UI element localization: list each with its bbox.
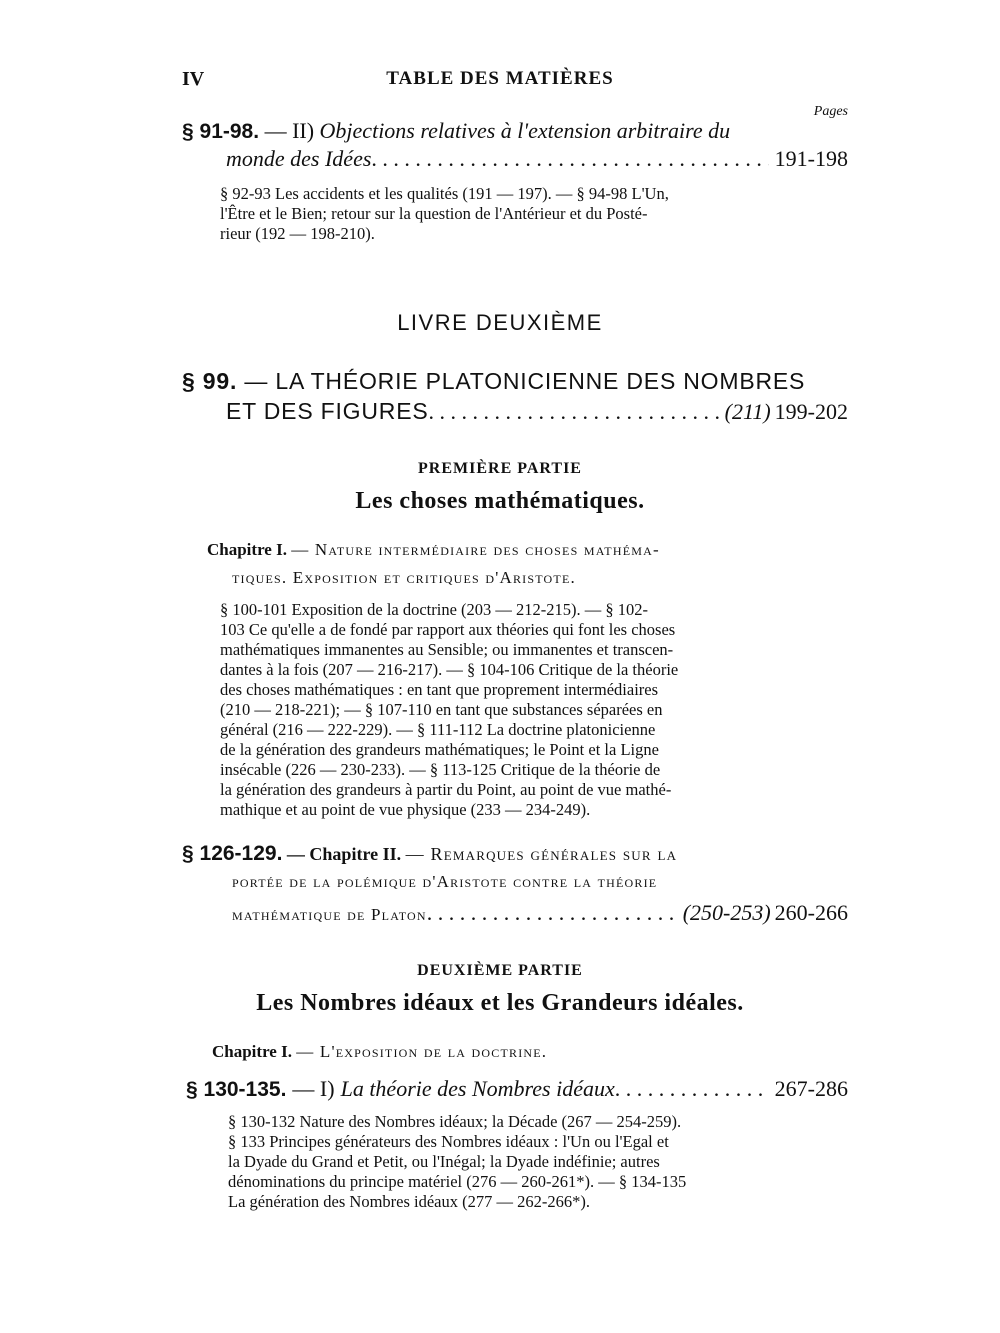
section-number: § 130-135.	[186, 1078, 287, 1101]
entry-title: La théorie des Nombres idéaux	[340, 1076, 615, 1101]
pages-label: Pages	[813, 104, 848, 119]
summary-line: général (216 — 222-229). — § 111-112 La doctrine platonicienne	[220, 720, 656, 739]
page-range: 191-198	[774, 146, 848, 171]
summary-line: § 92-93 Les accidents et les qualités (191 — 197). — § 94-98 L'Un,	[220, 184, 669, 203]
summary-line: rieur (192 — 198-210).	[220, 224, 375, 243]
page-ref: (211)	[724, 399, 771, 424]
entry-99-heading	[182, 368, 805, 395]
section-dash: — II)	[264, 118, 315, 143]
book-heading: LIVRE DEUXIÈME	[397, 310, 603, 335]
entry-130-135-summary	[228, 1112, 812, 1212]
entry-91-98-line2	[226, 146, 848, 172]
summary-line: des choses mathématiques : en tant que proprement intermédiaires	[220, 680, 659, 699]
entry-title-cont: portée de la polémique d'Aristote contre la théorie	[232, 872, 658, 891]
entry-99-line2	[226, 398, 848, 425]
running-title: TABLE DES MATIÈRES	[386, 68, 614, 89]
entry-title: — LA THÉORIE PLATONICIENNE DES NOMBRES	[244, 368, 806, 394]
section-number: § 99.	[182, 368, 238, 394]
chapter-heading	[207, 540, 660, 560]
page-range: 267-286	[774, 1076, 848, 1101]
chapter-summary	[220, 600, 810, 820]
summary-line: la Dyade du Grand et Petit, ou l'Inégal; la Dyade indéfinie; autres	[228, 1152, 660, 1171]
chapter-label: Chapitre I.	[207, 540, 287, 559]
chapter-title: — Nature intermédiaire des choses mathéma-	[291, 540, 660, 559]
summary-line: mathématiques immanentes au Sensible; ou immanentes et transcen-	[220, 640, 674, 659]
entry-title: — Remarques générales sur la	[405, 844, 678, 864]
chapter-label: — Chapitre II.	[286, 844, 402, 864]
part-title: Les choses mathématiques.	[355, 488, 645, 514]
summary-line: la génération des grandeurs à partir du Point, au point de vue mathé-	[220, 780, 672, 799]
entry-title-cont: ET DES FIGURES	[226, 398, 429, 424]
summary-line: dantes à la fois (207 — 216-217). — § 104-106 Critique de la théorie	[220, 660, 679, 679]
summary-line: dénominations du principe matériel (276 — 260-261*). — § 134-135	[228, 1172, 687, 1191]
chapter-label: Chapitre I.	[212, 1042, 292, 1061]
entry-91-98-summary	[220, 184, 810, 244]
entry-title-cont: monde des Idées	[226, 146, 372, 171]
page-number: IV	[182, 68, 205, 90]
page-ref: (250-253)	[682, 900, 771, 925]
entry-91-98-heading	[182, 118, 730, 144]
part-title: Les Nombres idéaux et les Grandeurs idéales.	[256, 990, 744, 1016]
dot-leader	[427, 900, 677, 926]
part-label: PREMIÈRE PARTIE	[418, 460, 582, 477]
entry-126-129-heading	[182, 842, 677, 866]
summary-line: 103 Ce qu'elle a de fondé par rapport aux théories qui font les choses	[220, 620, 676, 639]
summary-line: § 133 Principes générateurs des Nombres idéaux : l'Un ou l'Egal et	[228, 1132, 669, 1151]
summary-line: § 100-101 Exposition de la doctrine (203 — 212-215). — § 102-	[220, 600, 649, 619]
section-dash: — I)	[292, 1076, 335, 1101]
summary-line: § 130-132 Nature des Nombres idéaux; la Décade (267 — 254-259).	[228, 1112, 682, 1131]
summary-line: l'Être et le Bien; retour sur la question de l'Antérieur et du Posté-	[220, 204, 648, 223]
dot-leader	[615, 1076, 769, 1102]
section-number: § 91-98.	[182, 120, 260, 143]
chapter-heading	[212, 1042, 547, 1062]
summary-line: mathique et au point de vue physique (233 — 234-249).	[220, 800, 591, 819]
part-label: DEUXIÈME PARTIE	[417, 962, 583, 979]
entry-title: Objections relatives à l'extension arbitraire du	[319, 118, 731, 143]
summary-line: La génération des Nombres idéaux (277 — 262-266*).	[228, 1192, 590, 1211]
dot-leader	[428, 399, 718, 425]
page-range: 260-266	[774, 900, 848, 925]
entry-130-135-heading	[186, 1076, 848, 1102]
dot-leader	[371, 146, 768, 172]
summary-line: insécable (226 — 230-233). — § 113-125 Critique de la théorie de	[220, 760, 661, 779]
section-number: § 126-129.	[182, 842, 283, 865]
page-range: 199-202	[774, 399, 848, 424]
summary-line: (210 — 218-221); — § 107-110 en tant que substances séparées en	[220, 700, 663, 719]
entry-126-129-line3	[232, 900, 848, 926]
chapter-title: — L'exposition de la doctrine.	[296, 1042, 548, 1061]
chapter-title-cont: tiques. Exposition et critiques d'Aristote.	[232, 568, 576, 587]
summary-line: de la génération des grandeurs mathématiques; le Point et la Ligne	[220, 740, 659, 759]
entry-title-cont: mathématique de Platon	[232, 905, 427, 924]
